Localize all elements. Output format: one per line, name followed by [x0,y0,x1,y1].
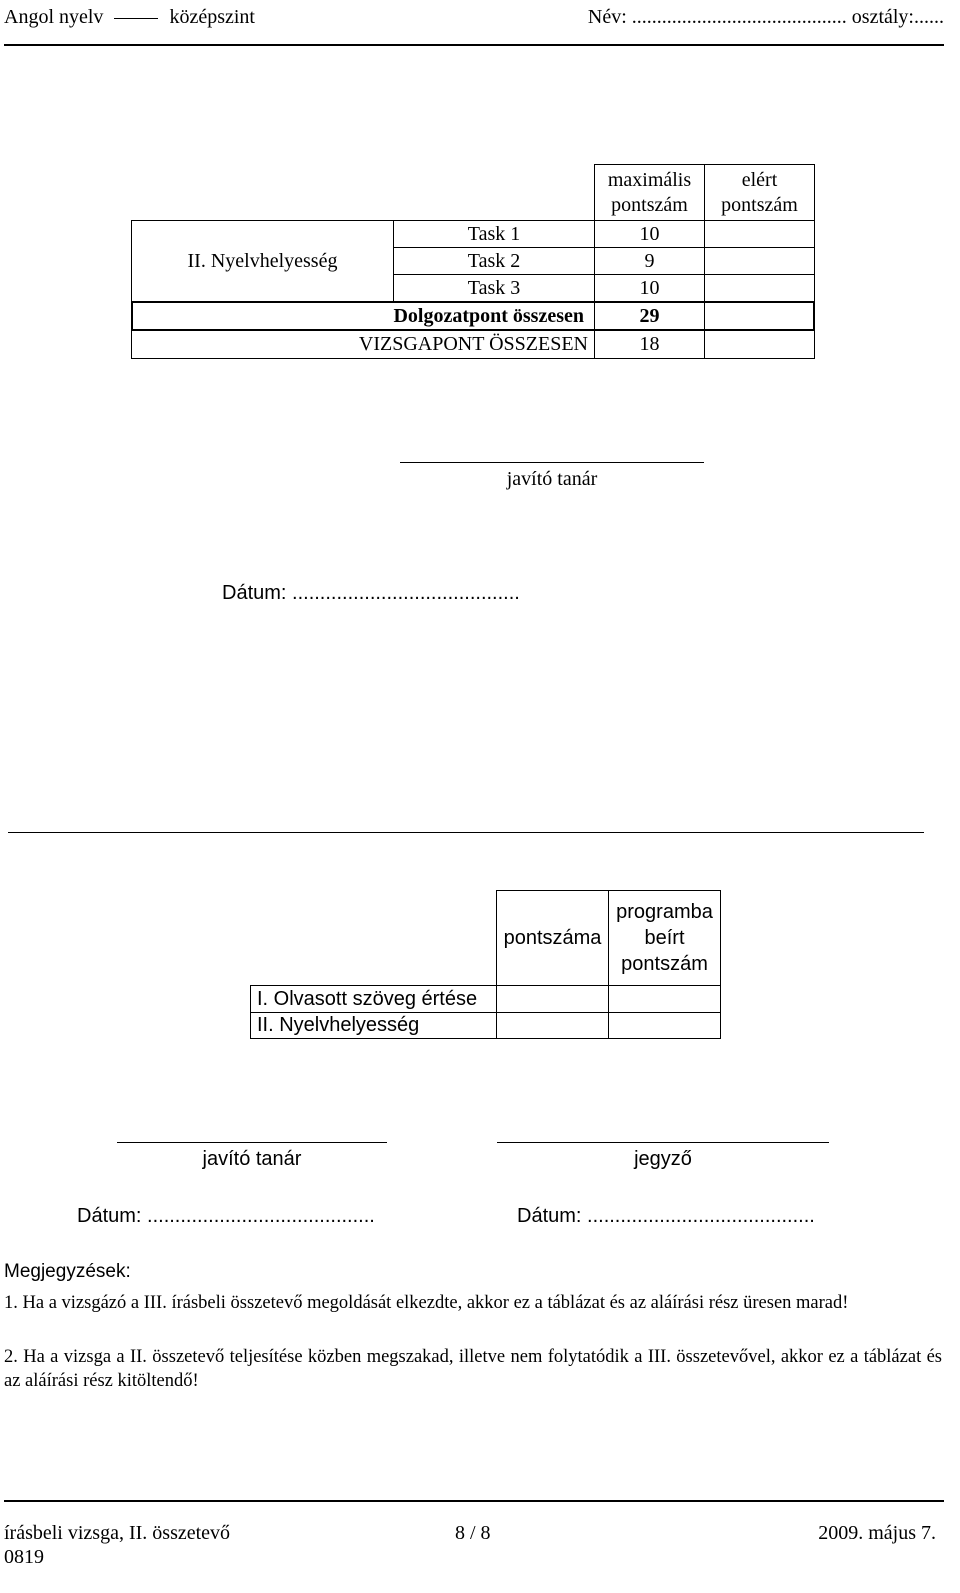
name-class-field: Név: ........................................... osztály:...... [587,6,944,28]
signature-line [400,462,704,463]
signature-label-teacher: javító tanár [202,1148,302,1170]
task-label: Task 2 [393,247,594,274]
col-header-program-line2: beírt [644,927,685,949]
footer-page: 8 / 8 [455,1522,491,1544]
date-field-teacher: Dátum: ......................................... [77,1205,375,1227]
task-max: 10 [594,274,705,301]
task-achieved [705,247,815,274]
total-max: 29 [594,301,705,331]
col-header-max [594,164,705,221]
signature-line-teacher [117,1142,387,1143]
task-max: 9 [594,247,705,274]
program-row-points [496,985,609,1012]
col-header-max-line1: maximális [607,169,692,191]
col-header-points: pontszáma [496,890,609,985]
footer-date: 2009. május 7. [818,1522,936,1544]
task-max: 10 [594,220,705,247]
date-field-registrar: Dátum: ......................................... [517,1205,815,1227]
col-header-achieved [705,164,815,221]
date-field: Dátum: ......................................... [222,582,520,604]
footer-left: írásbeli vizsga, II. összetevő [4,1522,231,1544]
signature-label: javító tanár [506,468,598,490]
signature-label-registrar: jegyző [634,1148,692,1170]
subject-text: Angol nyelv [4,6,104,28]
exam-total-achieved [705,331,815,359]
task-achieved [705,220,815,247]
col-header-program-line3: pontszám [621,953,708,975]
notes-title: Megjegyzések: [4,1261,131,1282]
total-achieved [705,301,815,331]
note-item: 2. Ha a vizsga a II. összetevő teljesítése közben megszakad, illetve nem folytatódik a III. összetevővel, akkor ez a táblázat és az aláírási rész kitöltendő! [4,1347,942,1391]
header-dash [114,18,158,19]
program-row-label: I. Olvasott szöveg értése [250,985,496,1012]
exam-total-max: 18 [594,331,705,359]
level-text: középszint [169,6,255,28]
task-label: Task 1 [393,220,594,247]
col-header-program [609,890,721,985]
footer-rule [4,1500,944,1502]
task-achieved [705,274,815,301]
header-subject [4,6,255,29]
col-header-achieved-line2: pontszám [721,194,798,216]
program-row-points [496,1012,609,1039]
program-row-label: II. Nyelvhelyesség [250,1012,496,1039]
program-row-program [609,985,721,1012]
col-header-program-line1: programba [616,901,713,923]
program-row-program [609,1012,721,1039]
signature-line-registrar [497,1142,829,1143]
section-label: II. Nyelvhelyesség [131,220,393,301]
task-label: Task 3 [393,274,594,301]
note-item: 1. Ha a vizsgázó a III. írásbeli összetevő megoldását elkezdte, akkor ez a táblázat és az aláírási rész üresen marad! [4,1293,849,1313]
exam-total-label: VIZSGAPONT ÖSSZESEN [131,331,594,359]
header-rule [4,44,944,46]
col-header-max-line2: pontszám [611,194,688,216]
col-header-achieved-line1: elért [741,169,778,191]
total-label: Dolgozatpont összesen [131,301,594,331]
footer-code: 0819 [4,1546,44,1568]
section-divider [8,832,924,833]
